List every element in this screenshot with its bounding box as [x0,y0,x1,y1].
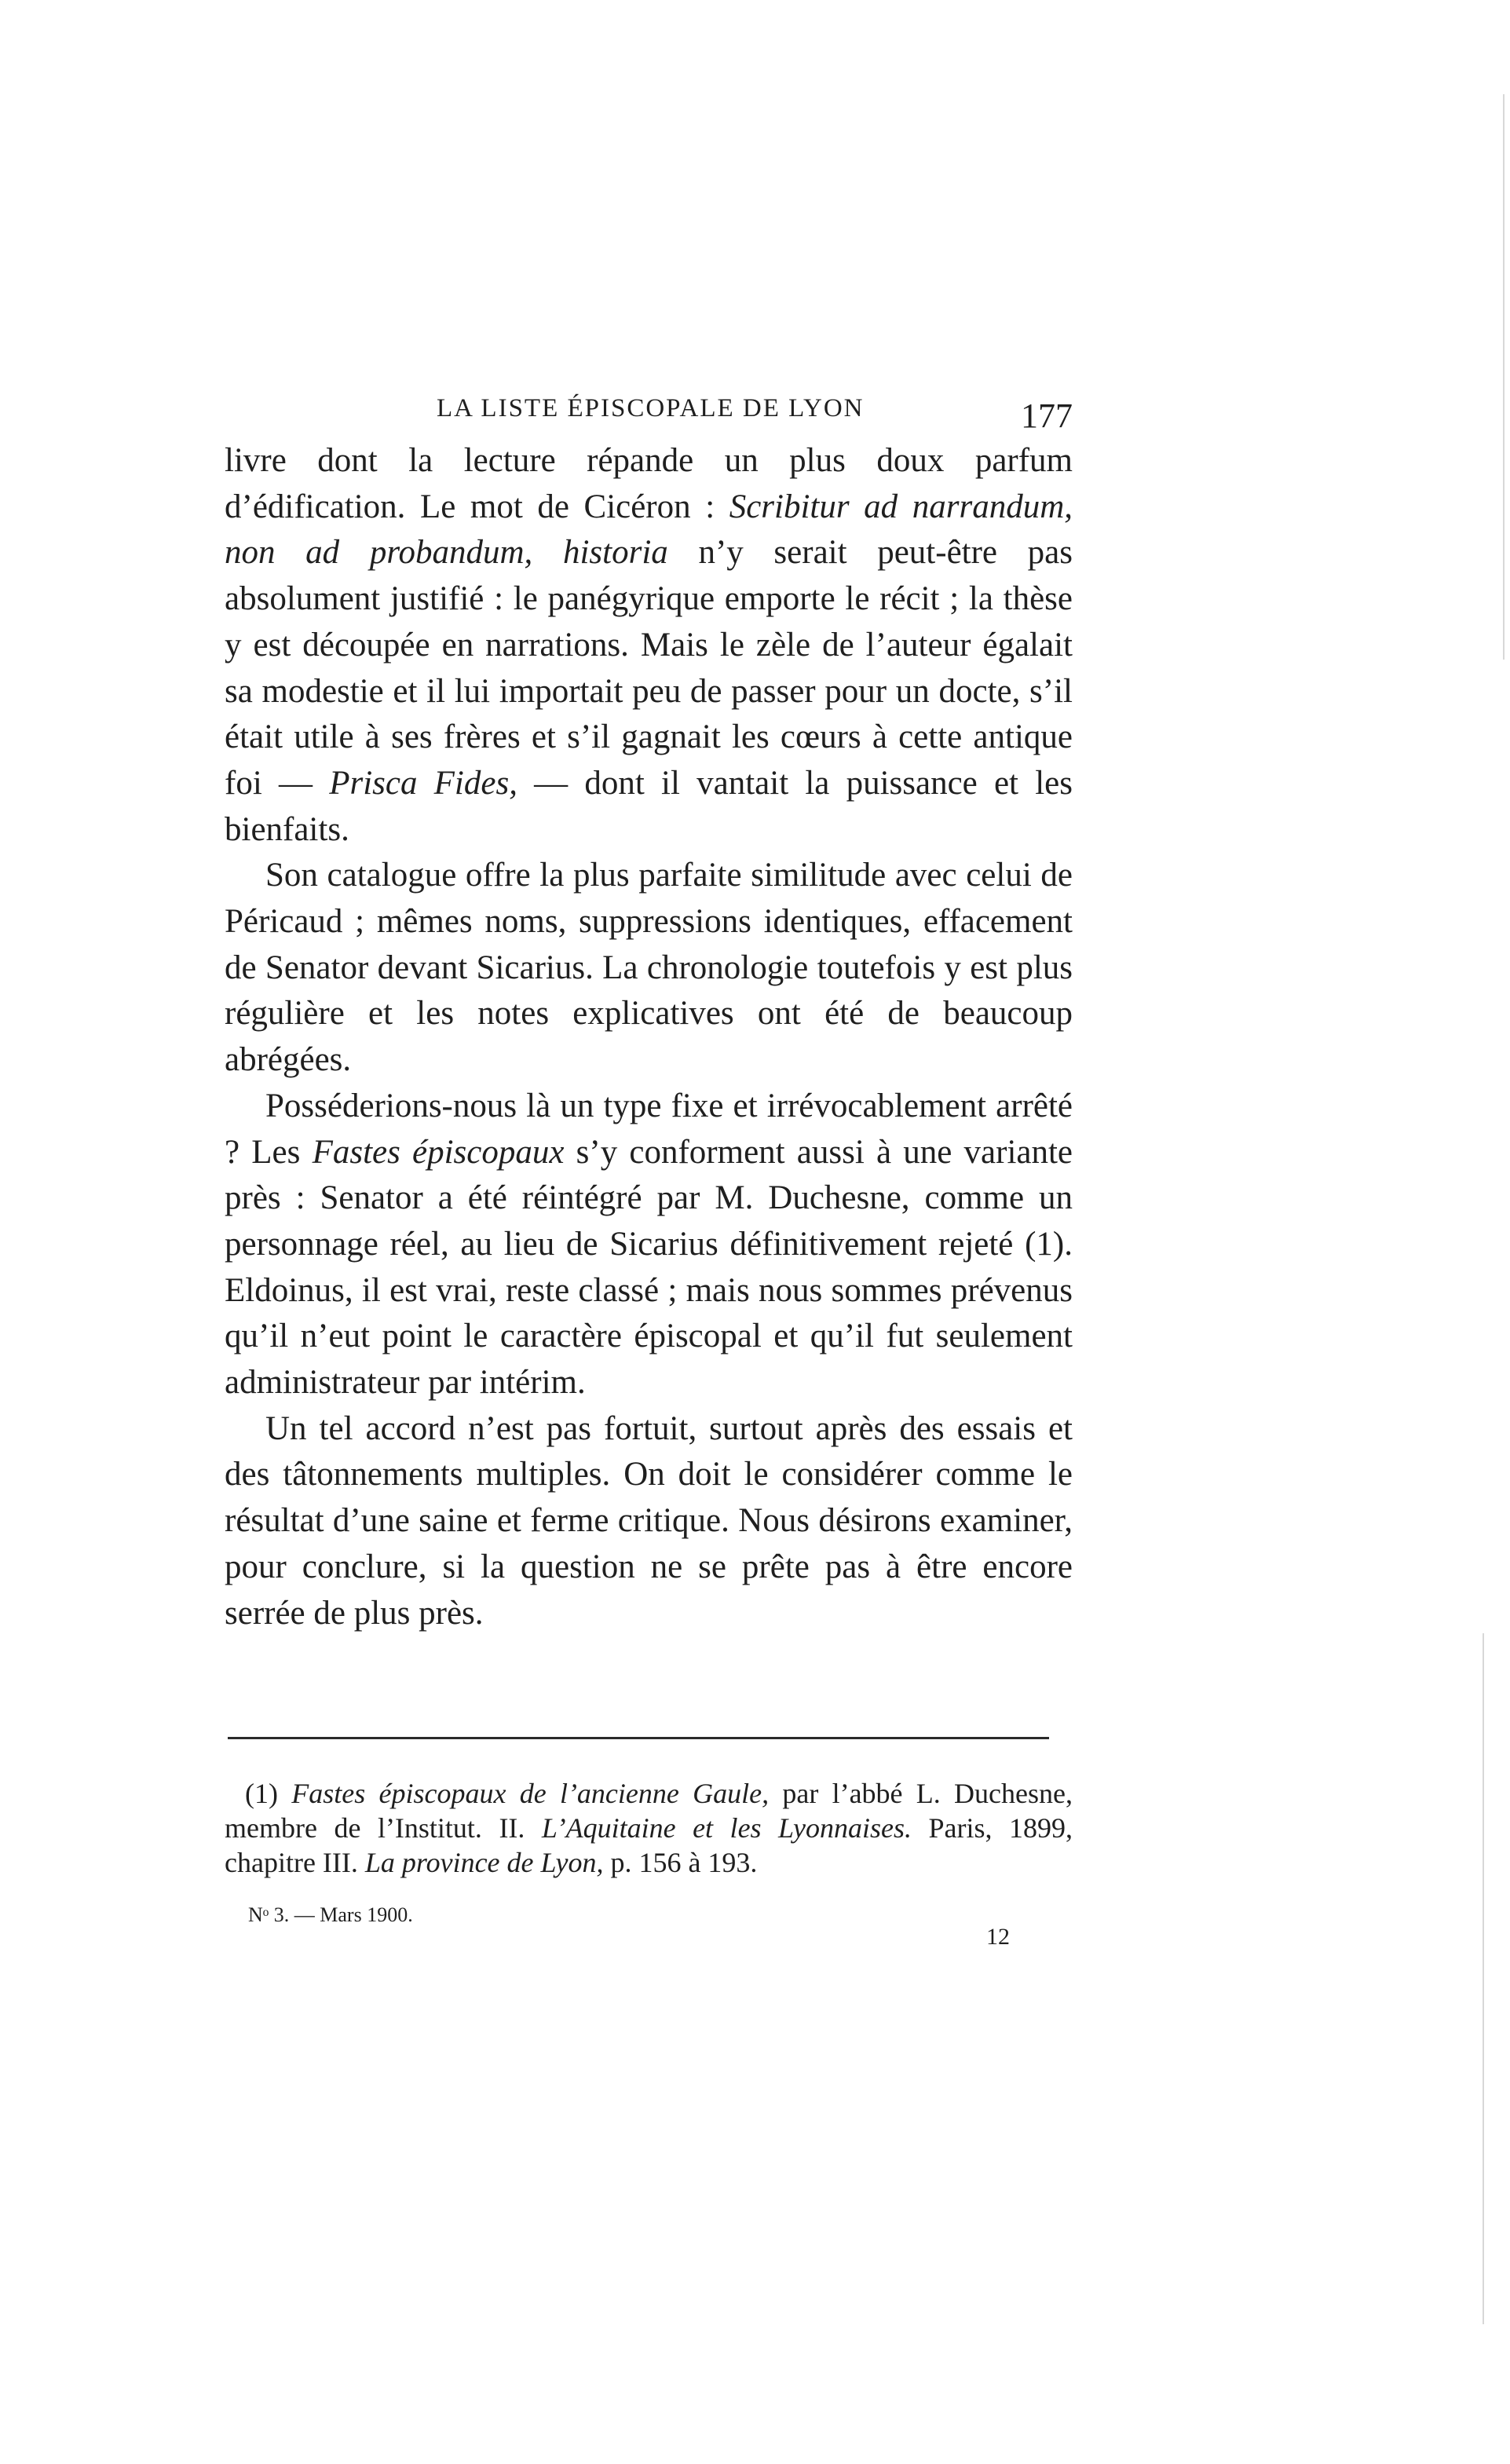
book-title: Fastes épiscopaux [312,1133,565,1171]
text-run: n’y serait peut-être pas absolument justifié : le panégyrique emporte le récit ; la thèse y est découpée en narrations. Mais le zèle de l’auteur égalait sa modestie et il lui importait peu de passer pour un docte, s’il était utile à ses frères et s’il gagnait les cœurs à cette antique foi — [225,534,1073,802]
issue-line: Nᵒ 3. — Mars 1900. [248,1903,413,1926]
main-text [225,438,1073,1636]
paragraph [225,853,1073,1084]
text-run: Posséderions-nous là un type fixe et irrévocablement arrêté ? Les [225,1087,1073,1171]
text-run: p. 156 à 193. [603,1847,758,1878]
latin-quote: Scribitur ad narrandum, non ad probandum, historia [225,488,1073,572]
paragraph [225,1084,1073,1406]
scan-edge-line [1503,94,1505,660]
scan-edge-line [1483,1633,1484,2324]
text-run: Son catalogue offre la plus parfaite similitude avec celui de Péricaud ; mêmes noms, suppressions identiques, effacement de Senator devant Sicarius. La chronologie toutefois y est plus régulière et les notes explicatives ont été de beaucoup abrégées. [225,857,1073,1079]
text-run: Un tel accord n’est pas fortuit, surtout après des essais et des tâtonnements multiples. On doit le considérer comme le résultat d’une saine et ferme critique. Nous désirons examiner, pour conclure, si la question ne se prête pas à être encore serrée de plus près. [225,1409,1073,1632]
text-run: s’y conforment aussi à une variante près : Senator a été réintégré par M. Duchesne, comme un personnage réel, au lieu de Sicarius définitivement rejeté (1). Eldoinus, il est vrai, reste classé ; mais nous sommes prévenus qu’il n’eut point le caractère épiscopal et qu’il fut seulement administrateur par intérim. [225,1133,1073,1402]
footnote-marker: (1) [245,1778,292,1809]
paragraph [225,1406,1073,1637]
text-run: Paris, 1899, chapitre III. [225,1812,1073,1878]
text-run: par l’abbé L. Duchesne, membre de l’Institut. II. [225,1778,1073,1844]
book-title: La province de Lyon, [364,1847,604,1878]
page-number: 177 [1021,397,1073,435]
text-run: — dont il vantait la puissance et les bienfaits. [225,764,1073,848]
latin-phrase: Prisca Fides, [329,764,517,802]
footnote [225,1776,1073,1880]
book-title: L’Aquitaine et les Lyonnaises. [541,1812,912,1844]
page-header [437,389,1073,437]
footnote-text [225,1776,1073,1880]
signature-mark: 12 [986,1924,1010,1950]
paragraph [225,438,1073,853]
running-title: LA LISTE ÉPISCOPALE DE LYON [437,394,865,422]
footnote-divider [228,1737,1049,1739]
text-run: livre dont la lecture répande un plus doux parfum d’édification. Le mot de Cicéron : [225,442,1073,525]
book-title: Fastes épiscopaux de l’ancienne Gaule, [291,1778,770,1809]
